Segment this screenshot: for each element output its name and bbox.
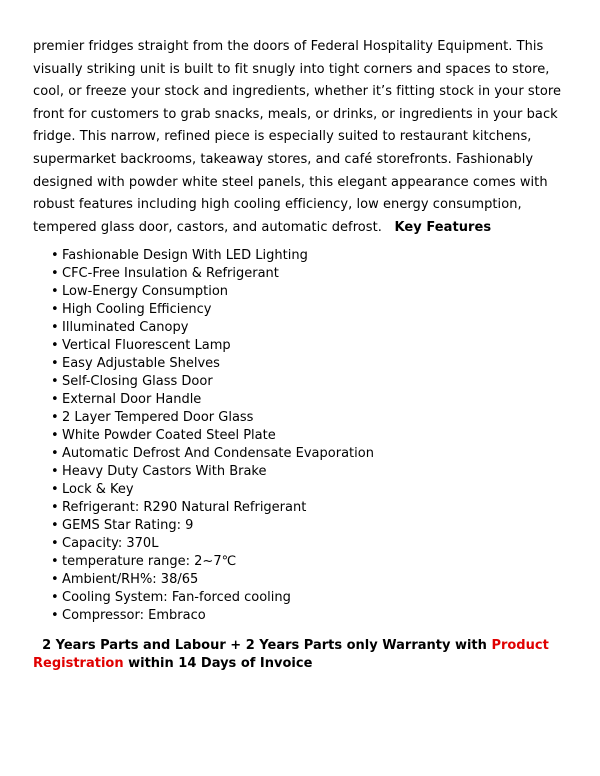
list-item — [51, 283, 573, 301]
product-description — [33, 36, 573, 673]
key-features-heading: Key Features — [394, 219, 492, 235]
warranty-suffix: within 14 Days of Invoice — [128, 656, 313, 672]
bullet-icon: • — [51, 284, 59, 300]
list-item — [51, 589, 573, 607]
list-item — [51, 553, 573, 571]
feature-text: High Cooling Efficiency — [62, 302, 212, 318]
list-item — [51, 463, 573, 481]
bullet-icon: • — [51, 302, 59, 318]
list-item — [51, 373, 573, 391]
list-item — [51, 409, 573, 427]
feature-text: CFC-Free Insulation & Refrigerant — [62, 266, 279, 282]
bullet-icon: • — [51, 590, 59, 606]
list-item — [51, 319, 573, 337]
feature-text: 2 Layer Tempered Door Glass — [62, 410, 254, 426]
list-item — [51, 481, 573, 499]
list-item — [51, 535, 573, 553]
bullet-icon: • — [51, 356, 59, 372]
bullet-icon: • — [51, 446, 59, 462]
bullet-icon: • — [51, 482, 59, 498]
features-list — [33, 247, 573, 625]
feature-text: Ambient/RH%: 38/65 — [62, 572, 199, 588]
bullet-icon: • — [51, 248, 59, 264]
feature-text: Heavy Duty Castors With Brake — [62, 464, 267, 480]
feature-text: Refrigerant: R290 Natural Refrigerant — [62, 500, 307, 516]
bullet-icon: • — [51, 608, 59, 624]
list-item — [51, 301, 573, 319]
list-item — [51, 517, 573, 535]
bullet-icon: • — [51, 572, 59, 588]
feature-text: Capacity: 370L — [62, 536, 159, 552]
list-item — [51, 445, 573, 463]
feature-text: Vertical Fluorescent Lamp — [62, 338, 231, 354]
feature-text: Compressor: Embraco — [62, 608, 206, 624]
intro-text: premier fridges straight from the doors of Federal Hospitality Equipment. This visually striking unit is built to fit snugly into tight corners and spaces to store, cool, or freeze your stock and ingredients, whether it’s fitting stock in your store front for customers to grab snacks, meals, or drinks, or ingredients in your back fridge. This narrow, refined piece is especially suited to restaurant kitchens, supermarket backrooms, takeaway stores, and café storefronts. Fashionably designed with powder white steel panels, this elegant appearance comes with robust features including high cooling efficiency, low energy consumption, tempered glass door, castors, and automatic defrost. — [33, 39, 562, 235]
bullet-icon: • — [51, 374, 59, 390]
bullet-icon: • — [51, 428, 59, 444]
list-item — [51, 427, 573, 445]
list-item — [51, 571, 573, 589]
list-item — [51, 355, 573, 373]
feature-text: Lock & Key — [62, 482, 134, 498]
bullet-icon: • — [51, 500, 59, 516]
list-item — [51, 247, 573, 265]
feature-text: temperature range: 2~7℃ — [62, 554, 237, 570]
warranty-prefix: 2 Years Parts and Labour + 2 Years Parts only Warranty with — [42, 638, 487, 654]
feature-text: Self-Closing Glass Door — [62, 374, 213, 390]
feature-text: Fashionable Design With LED Lighting — [62, 248, 308, 264]
feature-text: Automatic Defrost And Condensate Evaporation — [62, 446, 374, 462]
feature-text: External Door Handle — [62, 392, 202, 408]
list-item — [51, 265, 573, 283]
bullet-icon: • — [51, 266, 59, 282]
bullet-icon: • — [51, 392, 59, 408]
feature-text: Low-Energy Consumption — [62, 284, 229, 300]
feature-text: White Powder Coated Steel Plate — [62, 428, 276, 444]
product-registration-link[interactable]: Product Registration — [33, 638, 549, 672]
list-item — [51, 607, 573, 625]
intro-paragraph — [33, 36, 573, 239]
bullet-icon: • — [51, 554, 59, 570]
list-item — [51, 391, 573, 409]
bullet-icon: • — [51, 320, 59, 336]
bullet-icon: • — [51, 410, 59, 426]
feature-text: GEMS Star Rating: 9 — [62, 518, 194, 534]
feature-text: Cooling System: Fan-forced cooling — [62, 590, 291, 606]
feature-text: Easy Adjustable Shelves — [62, 356, 220, 372]
list-item — [51, 337, 573, 355]
list-item — [51, 499, 573, 517]
warranty-statement — [33, 637, 573, 673]
feature-text: Illuminated Canopy — [62, 320, 189, 336]
bullet-icon: • — [51, 536, 59, 552]
bullet-icon: • — [51, 518, 59, 534]
bullet-icon: • — [51, 464, 59, 480]
bullet-icon: • — [51, 338, 59, 354]
